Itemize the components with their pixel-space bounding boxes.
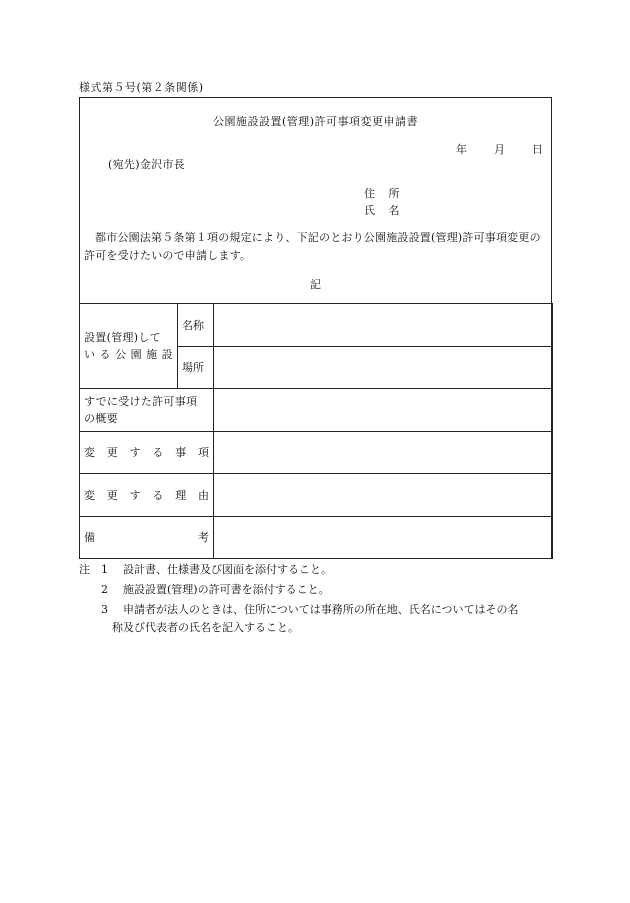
facility-name-field[interactable] xyxy=(214,304,553,347)
note-item-continuation: 称及び代表者の氏名を記入すること。 xyxy=(112,621,299,634)
date-month-label: 月 xyxy=(494,143,505,156)
note-item: 3 申請者が法人のときは、住所については事務所の所在地、氏名についてはその名 xyxy=(101,603,519,616)
form-title: 公園施設設置(管理)許可事項変更申請書 xyxy=(212,115,419,128)
notes-section xyxy=(79,560,553,638)
note-item: 注 1 設計書、仕様書及び図面を添付すること。 xyxy=(79,560,553,580)
change-reason-field[interactable] xyxy=(214,474,553,517)
table-row xyxy=(80,516,553,559)
application-body-text: 都市公園法第５条第１項の規定により、下記のとおり公園施設設置(管理)許可事項変更の許可を受けたいので申請します。 xyxy=(84,231,541,262)
date-line xyxy=(456,141,543,157)
facility-place-field[interactable] xyxy=(214,346,553,389)
application-form-frame xyxy=(79,97,552,559)
change-items-label: 変 更 す る 事 項 xyxy=(80,431,214,474)
change-reason-label: 変 更 す る 理 由 xyxy=(80,474,214,517)
change-items-field[interactable] xyxy=(214,431,553,474)
ki-heading: 記 xyxy=(310,278,321,291)
details-table xyxy=(79,303,553,559)
notes-prefix: 注 xyxy=(79,563,90,576)
applicant-name-label: 氏 名 xyxy=(364,204,400,217)
facility-name-label: 名称 xyxy=(178,304,214,347)
table-row xyxy=(80,389,553,432)
facility-label-line2: い る 公 園 施 設 xyxy=(84,348,173,361)
date-day-label: 日 xyxy=(532,143,543,156)
prior-permit-field[interactable] xyxy=(214,389,553,432)
table-row xyxy=(80,304,553,347)
facility-label-cell xyxy=(80,304,178,389)
prior-permit-label: すでに受けた許可事項 の概要 xyxy=(80,389,214,432)
table-row xyxy=(80,431,553,474)
facility-place-label: 場所 xyxy=(178,346,214,389)
addressee: (宛先)金沢市長 xyxy=(108,158,185,171)
remarks-field[interactable] xyxy=(214,516,553,559)
form-number: 様式第５号(第２条関係) xyxy=(79,81,204,94)
applicant-address-label: 住 所 xyxy=(364,187,400,200)
facility-label-line1: 設置(管理)して xyxy=(84,331,161,344)
remarks-label: 備 考 xyxy=(80,516,214,559)
date-year-label: 年 xyxy=(456,143,467,156)
note-item: 2 施設設置(管理)の許可書を添付すること。 xyxy=(101,583,330,596)
table-row xyxy=(80,474,553,517)
